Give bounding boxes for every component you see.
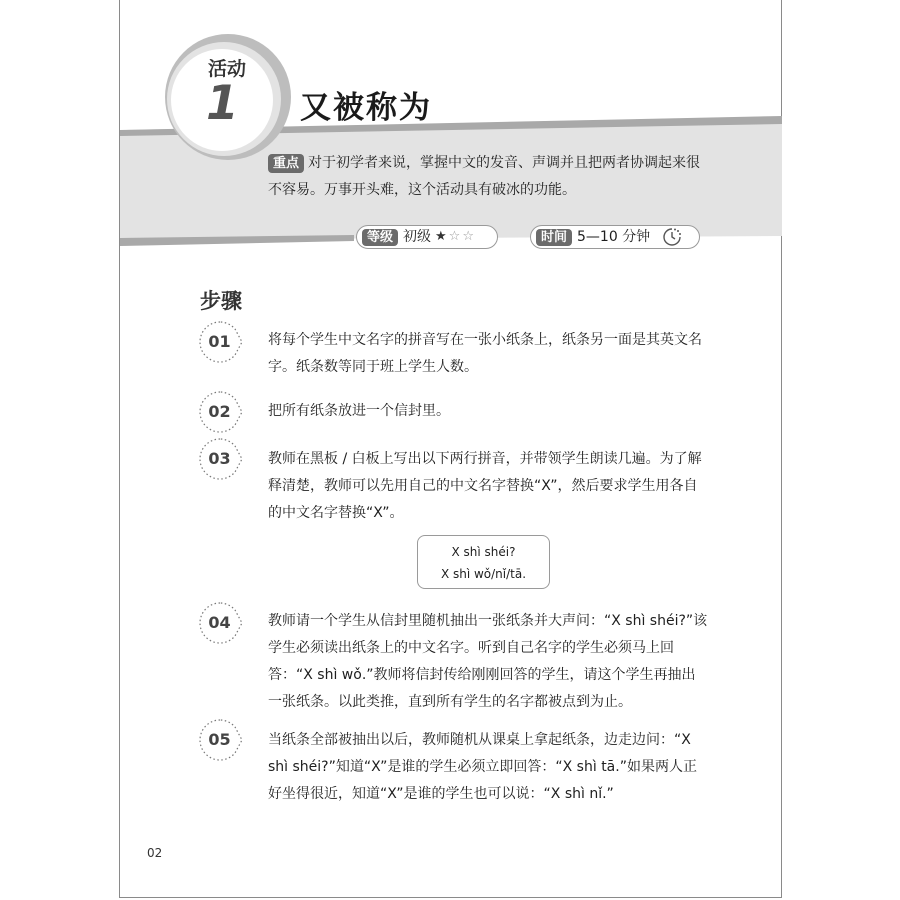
pinyin-example-box [417, 535, 550, 589]
example-line: X shì shéi? [451, 545, 516, 559]
page-number: 02 [147, 846, 163, 860]
clock-icon [662, 227, 682, 247]
star-rating-icon: ★☆☆ [435, 229, 476, 244]
time-value: 5—10 分钟 [577, 229, 651, 245]
level-value: 初级 [403, 229, 432, 245]
step-text: 教师请一个学生从信封里随机抽出一张纸条并大声问：“X shì shéi?”该学生必须读出纸条上的中文名字。听到自己名字的学生必须马上回答：“X shì wǒ.”教师将信封传给刚刚回答的学生，请这个学生再抽出一张纸条。以此类推，直到所有学生的名字都被点到为止。 [268, 613, 708, 710]
step-number-badge: 05 [199, 718, 243, 762]
time-tag: 时间 [536, 229, 572, 246]
section-title: 步骤 [200, 289, 242, 313]
step-text: 将每个学生中文名字的拼音写在一张小纸条上，纸条另一面是其英文名字。纸条数等同于班上学生人数。 [268, 332, 702, 375]
key-point-tag: 重点 [268, 154, 304, 173]
step-text: 把所有纸条放进一个信封里。 [268, 403, 450, 419]
activity-number: 1 [206, 76, 239, 131]
level-tag: 等级 [362, 229, 398, 246]
step-text: 教师在黑板 / 白板上写出以下两行拼音，并带领学生朗读几遍。为了解释清楚，教师可以先用自己的中文名字替换“X”，然后要求学生用各自的中文名字替换“X”。 [268, 451, 702, 521]
example-line: X shì wǒ/nǐ/tā. [440, 567, 527, 581]
page-title: 又被称为 [300, 90, 432, 126]
time-pill [530, 225, 700, 249]
step-number-badge: 01 [199, 320, 243, 364]
step-text: 当纸条全部被抽出以后，教师随机从课桌上拿起纸条，边走边问：“X shì shéi?”知道“X”是谁的学生必须立即回答：“X shì tā.”如果两人正好坐得很近，知道“X”是谁的学生也可以说：“X shì nǐ.” [268, 732, 697, 802]
activity-header-graphic [0, 0, 900, 260]
activity-label: 活动 [208, 58, 247, 80]
step-number-badge: 04 [199, 601, 243, 645]
step-number-badge: 03 [199, 437, 243, 481]
key-point-text: 对于初学者来说，掌握中文的发音、声调并且把两者协调起来很不容易。万事开头难，这个活动具有破冰的功能。 [268, 155, 701, 198]
key-point [268, 150, 708, 204]
level-pill [356, 225, 498, 249]
step-number-badge: 02 [199, 390, 243, 434]
